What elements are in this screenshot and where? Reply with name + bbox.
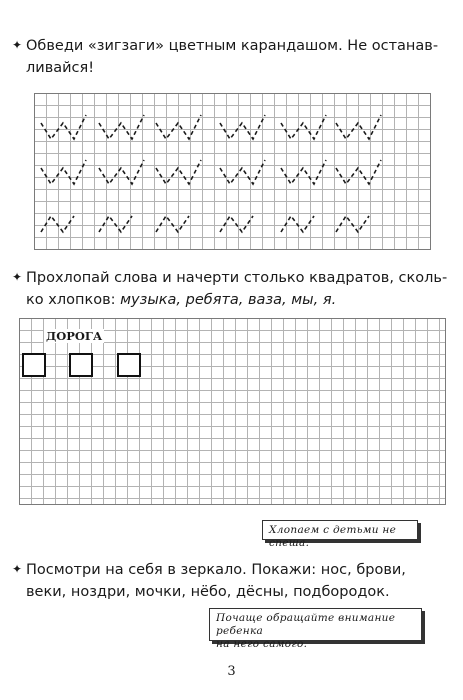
task1-instruction — [12, 34, 438, 79]
task2-line2-prefix: ко хлопков: — [26, 292, 121, 308]
zigzag-trace[interactable] — [220, 115, 265, 139]
zigzag-trace[interactable] — [336, 160, 381, 184]
zigzag-trace[interactable] — [220, 160, 265, 184]
zigzag-trace[interactable] — [281, 216, 314, 232]
zigzag-trace[interactable] — [41, 115, 86, 139]
four-pointed-star-icon: ✦ — [12, 270, 23, 284]
example-word: ДОРОГА — [46, 329, 103, 343]
zigzag-trace[interactable] — [156, 115, 201, 139]
zigzag-trace[interactable] — [99, 115, 144, 139]
zigzag-trace[interactable] — [336, 115, 381, 139]
task2-instruction — [12, 266, 447, 311]
four-pointed-star-icon: ✦ — [12, 562, 23, 576]
task3-line1: Посмотри на себя в зеркало. Покажи: нос, брови, — [26, 562, 406, 578]
zigzag-trace[interactable] — [220, 216, 253, 232]
example-square — [22, 353, 46, 377]
example-square — [69, 353, 93, 377]
zigzag-grid — [34, 93, 431, 250]
zigzag-trace[interactable] — [281, 160, 326, 184]
zigzag-trace[interactable] — [41, 160, 86, 184]
task3-line2: веки, ноздри, мочки, нёбо, дёсны, подбородок. — [26, 584, 390, 600]
zigzag-trace[interactable] — [156, 216, 189, 232]
parent-note-clapping: Хлопаем с детьми не спеша. — [262, 520, 418, 540]
task3-instruction — [12, 558, 452, 603]
four-pointed-star-icon: ✦ — [12, 38, 23, 52]
example-square — [117, 353, 141, 377]
clapping-grid[interactable] — [19, 318, 446, 505]
zigzag-trace[interactable] — [99, 160, 144, 184]
parent-note-mirror: Почаще обращайте внимание ребенка на него самого. — [209, 608, 422, 641]
task1-line1: Обведи «зигзаги» цветным карандашом. Не останав- — [26, 38, 439, 54]
task2-words: музыка, ребята, ваза, мы, я. — [120, 292, 337, 308]
zigzag-trace[interactable] — [156, 160, 201, 184]
task2-line1: Прохлопай слова и начерти столько квадратов, сколь- — [26, 270, 448, 286]
zigzag-trace[interactable] — [99, 216, 132, 232]
zigzag-trace[interactable] — [281, 115, 326, 139]
zigzag-trace[interactable] — [336, 216, 369, 232]
zigzag-trace[interactable] — [41, 216, 74, 232]
task1-line2: ливайся! — [26, 60, 95, 76]
page-number: 3 — [227, 664, 236, 679]
zigzag-pattern[interactable] — [35, 94, 432, 251]
